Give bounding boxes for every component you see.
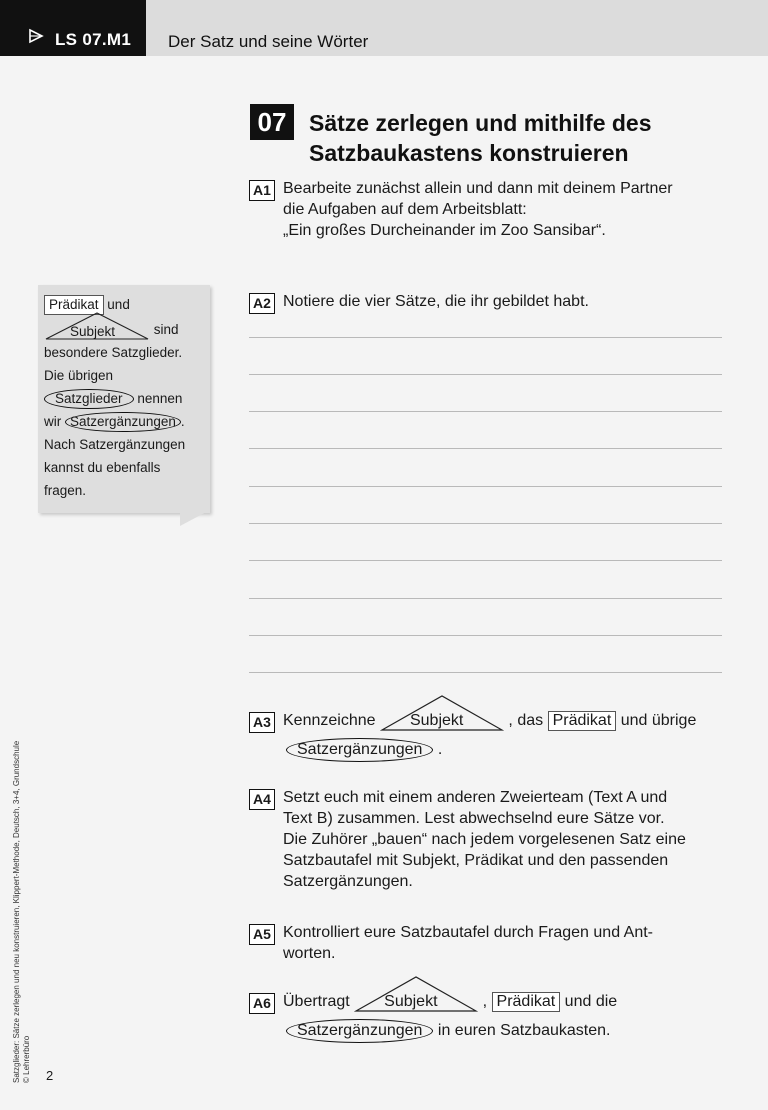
task-a6-text3: und die [564,993,618,1010]
info-line8: kannst du ebenfalls [44,460,161,475]
task-a6-text2: , [482,993,488,1010]
section-title [309,108,652,168]
lesson-code: LS 07.M1 [55,30,132,49]
header-title: Der Satz und seine Wörter [168,32,369,51]
section-title-line2: Satzbaukastens konstruieren [309,140,629,166]
footer-credits [12,741,32,1083]
writing-line[interactable] [249,672,722,673]
info-subjekt: Subjekt [70,324,116,339]
satzergaenzungen-oval: Satzergänzungen [286,1019,433,1043]
task-a5-text [283,922,653,964]
task-a3-text3: und übrige [620,712,697,729]
info-line7: Nach Satzergänzungen [44,437,186,452]
task-a3-text4: . [437,741,443,758]
task-a2-label: A2 [249,293,275,314]
task-a3-line2 [286,738,442,762]
info-box-content [44,293,209,502]
info-line6 [44,410,209,433]
writing-line[interactable] [249,560,722,561]
task-a5-line2: worten. [283,945,336,962]
task-a4-text [283,787,686,892]
section-number: 07 [250,104,294,140]
writing-line[interactable] [249,448,722,449]
info-praedikat-box: Prädikat [44,295,104,315]
subjekt-triangle [354,991,478,1012]
task-a1-line3: „Ein großes Durcheinander im Zoo Sansibar“. [283,222,606,239]
task-a5-line1: Kontrolliert eure Satzbautafel durch Fragen und Ant- [283,924,653,941]
task-a4-line4: Satzbautafel mit Subjekt, Prädikat und den passenden [283,852,669,869]
info-subjekt-triangle [44,320,150,341]
info-dot: . [180,414,185,429]
footer-line1: Satzglieder: Sätze zerlegen und neu konstruieren, Klippert-Methode, Deutsch, 3+4, Grundschule [12,740,21,1083]
task-a4-line1: Setzt euch mit einem anderen Zweierteam (Text A und [283,789,668,806]
info-line5 [44,387,209,410]
writing-line[interactable] [249,598,722,599]
subjekt-label: Subjekt [384,993,438,1010]
writing-line[interactable] [249,337,722,338]
logo-icon [28,28,44,44]
subjekt-triangle [380,710,504,731]
task-a6-text1: Übertragt [283,993,350,1010]
task-a3-text2: , das [508,712,544,729]
task-a4-line3: Die Zuhörer „bauen“ nach jedem vorgelesenen Satz eine [283,831,686,848]
footer-line2: © Lehrerbüro [22,1035,31,1083]
writing-line[interactable] [249,635,722,636]
info-sind: sind [153,322,179,337]
praedikat-box: Prädikat [492,992,561,1012]
info-line4: Die übrigen [44,368,114,383]
satzergaenzungen-oval: Satzergänzungen [286,738,433,762]
info-line2 [44,318,209,341]
task-a1-line2: die Aufgaben auf dem Arbeitsblatt: [283,201,527,218]
section-title-line1: Sätze zerlegen und mithilfe des [309,110,652,136]
info-ergaenzungen-oval: Satzergänzungen [65,412,181,432]
lesson-code-box [0,0,146,56]
info-line9: fragen. [44,483,87,498]
task-a4-line2: Text B) zusammen. Lest abwechselnd eure Sätze vor. [283,810,665,827]
task-a6-label: A6 [249,993,275,1014]
writing-line[interactable] [249,411,722,412]
task-a2-text: Notiere die vier Sätze, die ihr gebildet habt. [283,293,589,310]
task-a3-text1: Kennzeichne [283,712,376,729]
writing-line[interactable] [249,374,722,375]
task-a6-text4: in euren Satzbaukasten. [437,1022,611,1039]
task-a1-text [283,178,673,241]
task-a6-line2 [286,1019,610,1043]
info-und: und [107,297,130,312]
page-number: 2 [46,1068,54,1083]
info-nennen: nennen [137,391,183,406]
task-a3-line1 [283,710,696,731]
info-line3: besondere Satzglieder. [44,345,183,360]
task-a4-label: A4 [249,789,275,810]
task-a5-label: A5 [249,924,275,945]
subjekt-label: Subjekt [409,712,464,729]
info-box-tab [180,510,210,526]
task-a1-label: A1 [249,180,275,201]
writing-line[interactable] [249,486,722,487]
writing-line[interactable] [249,523,722,524]
info-wir: wir [44,414,62,429]
task-a6-line1 [283,991,617,1012]
task-a1-line1: Bearbeite zunächst allein und dann mit deinem Partner [283,180,673,197]
praedikat-box: Prädikat [548,711,617,731]
task-a3-label: A3 [249,712,275,733]
task-a4-line5: Satzergänzungen. [283,873,413,890]
info-satzglieder-oval: Satzglieder [44,389,134,409]
